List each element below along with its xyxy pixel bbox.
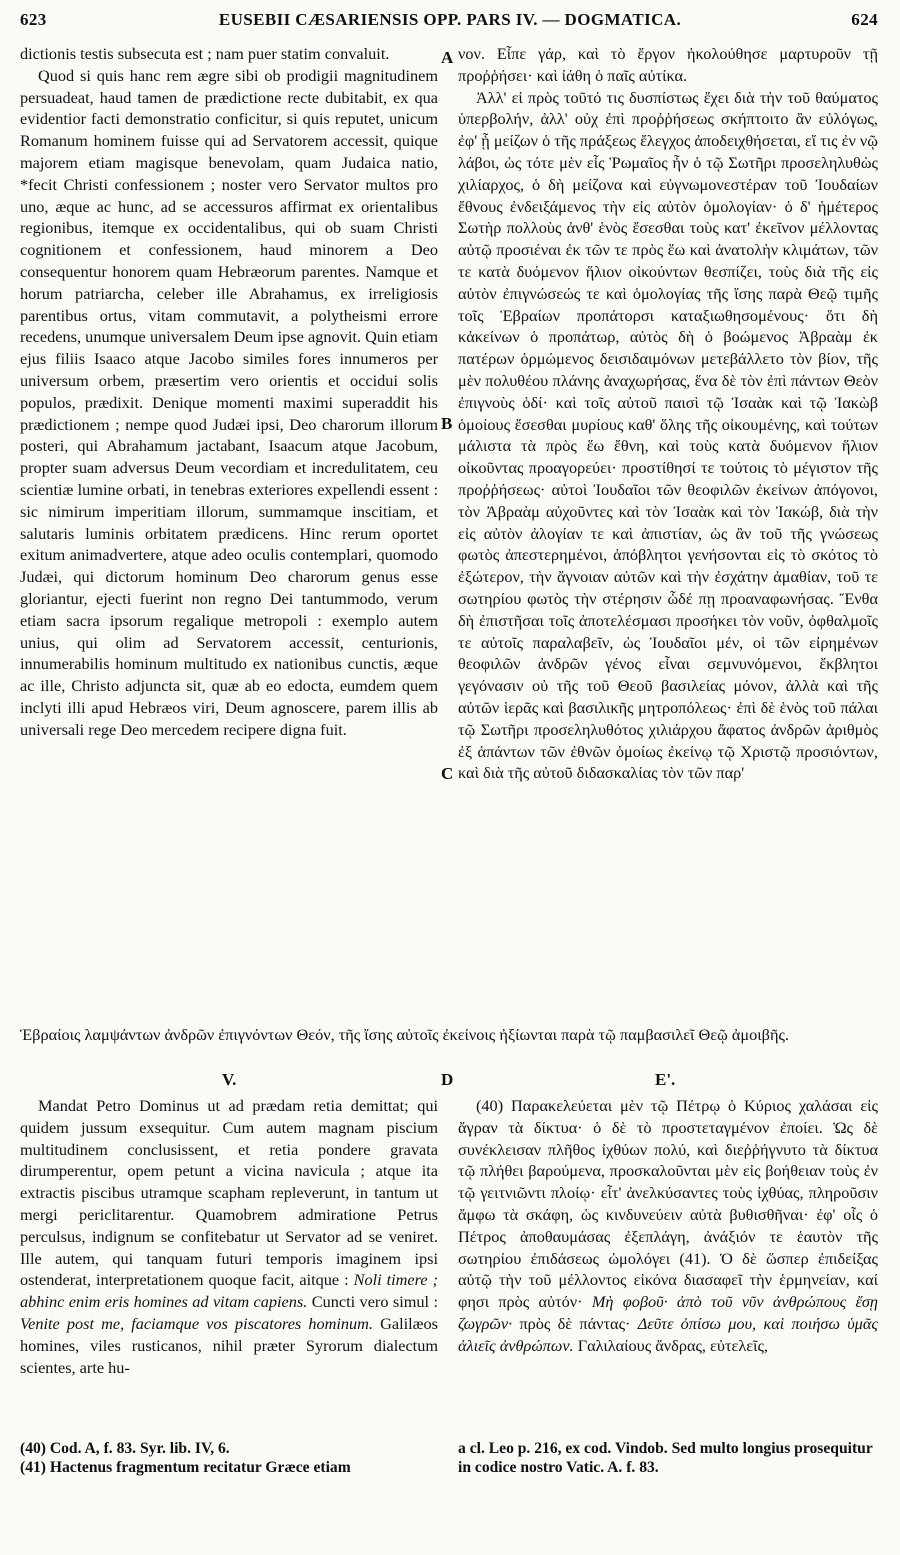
page-number-right: 624 [851,10,878,29]
latin-column-bottom [20,1095,438,1378]
greek-section-text: (40) Παρακελεύεται μὲν τῷ Πέτρῳ ὁ Κύριος χαλάσαι εἰς ἄγραν τὰ δίκτυα· ὁ δὲ τὸ προστεταγμένον ἐποίει. Ὡς δὲ συνέκλεισαν πλῆθος ἰχθύων πολύ, καὶ διεῤῥήγνυτο τὰ δίκτυα τῷ πλήθει βαρούμενα, προσκαλοῦνται μὲν εἰς βοήθειαν τοὺς ἐν τῷ γειτνιῶντι πλοίῳ· εἶτ' ἀνελκύσαντες τοὺς ἰχθύας, πληροῦσιν ἄμφω τὰ σκάφη, ὡς κινδυνεύειν αὐτὰ βυθισθῆναι· ἐφ' οἷς ὁ Πέτρος ἀποθαυμάσας ἐξεπλάγη, ἀνάξιόν τε ἑαυτὸν τῆς σωτηρίου ἐπιδάσεως ὡμολόγει (41). Ὁ δὲ ὥσπερ ἐπιδείξας αὐτῷ τὴν τοῦ μέλλοντος εἰκόνα διασαφεῖ τὴν ἑρμηνείαν, καί φησι πρὸς αὐτόν· Μὴ φοβοῦ· ἀπὸ τοῦ νῦν ἀνθρώπους ἔσῃ ζωγρῶν· πρὸς δὲ πάντας· Δεῦτε ὀπίσω μου, καὶ ποιήσω ὑμᾶς ἁλιεῖς ἀνθρώπων. Γαλιλαίους ἄνδρας, εὐτελεῖς, [458,1096,878,1355]
margin-marker-a: A [441,48,454,67]
latin-quote-1: Noli timere ; abhinc enim eris homines ad vitam capiens. [20,1270,439,1312]
running-header [0,0,900,38]
footnotes-left [20,1439,438,1477]
running-title: EUSEBII CÆSARIENSIS OPP. PARS IV. — DOGMATICA. [218,10,682,29]
margin-marker-c: C [441,764,454,783]
footnotes-right [458,1439,878,1477]
latin-para-2: Quod si quis hanc rem ægre sibi ob prodigii magnitudinem persuadeat, haud tamen de prædictione recte dubitabit, ex qua evidentior facti demonstratio conficitur, si quis reputet, unicum Romanum hominem fuisse qui ad Servatorem accessit, quique majorem etiam magisque benevolam, quam Judaica natio, *fecit Christi confessionem ; noster vero Servator multos pro uno, æque ac hunc, ad se accessuros affirmat ex orientalibus regionibus, itemque ex occidentalibus, qui ob suam Christi cognitionem et confessionem, haud minorem a Deo consequentur honorem quam Hebræorum parentes. Namque et horum patriarcha, celeber ille Abrahamus, ex irreligiosis parentibus ortus, vitam commutavit, a polytheismi errore recedens, unumque universalem Deum ipse agnovit. Quin etiam ejus filiis Isaaco atque Jacobo similes fores innumeros per universum orbem, præsertim vero orientis et occidui solis populos, prædixit. Denique momenti maximi superaddit his prædictionem ; nempe quod Judæi ipsi, Deo charorum illorum posteri, qui Abrahamum jactabant, Isaacum atque Jacobum, propter suam adversus Deum vecordiam et incredulitatem, ceu scientiæ lumine orbati, in tenebras exteriores expellendi essent : sic nimirum imperitiam illorum, summamque inscitiam, et salutaris luminis orbitatem prædicens. Hinc rerum oportet exitum animadvertere, atque adeo oculis contemplari, quomodo Judæi, qui dictorum hominum Deo charorum genus esse gloriantur, ejecti fuerint non regno Dei tantummodo, verum etiam sacra ipsorum regalique metropoli : exemplo autem unius, qui olim ad Servatorem accessit, centurionis, innumerabilis hominum multitudo ex nationibus cunctis, æque ac ille, Christo adjuncta sit, quæ ab eo edocta, eumdem quem inclyti illi apud Hebræos viri, Deum agnoscere, parem illis ab universali rege Deo mercedem recipere digna fuit. [20,65,438,739]
greek-para-1: νον. Εἶπε γάρ, καὶ τὸ ἔργον ἠκολούθησε μαρτυροῦν τῇ προῤῥήσει· καὶ ἰάθη ὁ παῖς αὐτίκα. [458,44,878,85]
footnote-41-continued: a cl. Leo p. 216, ex cod. Vindob. Sed multo longius prosequitur in codice nostro Vatic. A. f. 83. [458,1440,873,1476]
greek-quote-1: Μὴ φοβοῦ· ἀπὸ τοῦ νῦν ἀνθρώπους ἔσῃ ζωγρῶν· [458,1292,878,1333]
latin-column-top [20,43,438,741]
margin-marker-b: B [441,414,453,433]
latin-section-text: Mandat Petro Dominus ut ad prædam retia demittat; qui quidem jussum exsequitur. Cum autem magnam piscium multitudinem conclusissent, et retia pondere gravata dirumperentur, opem petunt a vicina navicula ; atque ita extractis piscibus utramque scapham repleverunt, in tantum ut mergi periclitarentur. Quamobrem admiratione Petrus perculsus, indignum se confitebatur ut Servator ad se veniret. Ille autem, qui tanquam futuri temporis imaginem ipsi ostenderat, interpretationem quoque facit, aitque : Noli timere ; abhinc enim eris homines ad vitam capiens. Cuncti vero simul : Venite post me, faciamque vos piscatores hominum. Galilæos homines, viles rusticanos, nihil præter Syrorum dialectum scientes, arte hu- [20,1096,439,1377]
footnote-40: (40) Cod. A, f. 83. Syr. lib. IV, 6. [20,1440,230,1457]
margin-marker-d: D [441,1070,454,1089]
greek-column-bottom [458,1095,878,1357]
footnote-41: (41) Hactenus fragmentum recitatur Græce etiam [20,1459,351,1476]
greek-column-top [458,43,878,784]
latin-para-1: dictionis testis subsecuta est ; nam puer statim convaluit. [20,44,390,63]
greek-full-width-line: Ἑβραίοις λαμψάντων ἀνδρῶν ἐπιγνόντων Θεόν, τῆς ἴσης αὐτοῖς ἐκείνοις ἠξίωνται παρὰ τῷ παμβασιλεῖ Θεῷ ἀμοιβῆς. [20,1025,789,1044]
greek-quote-2: Δεῦτε ὀπίσω μου, καὶ ποιήσω ὑμᾶς ἁλιεῖς ἀνθρώπων. [458,1313,878,1355]
page-number-left: 623 [20,10,47,29]
latin-quote-2: Venite post me, faciamque vos piscatores hominum. [20,1313,374,1333]
greek-para-2: Ἀλλ' εἰ πρὸς τοῦτό τις δυσπίστως ἔχει διὰ τὴν τοῦ θαύματος ὑπερβολήν, ἀλλ' οὐχ ἐπὶ προῤῥήσεως σκήπτοιτο ἂν εὐλόγως, ἐφ' ᾗ μείζων ὁ τῆς πράξεως ἔλεγχος ἀποδειχθήσεται, εἴ τις ἐν νῷ λάβοι, ὡς τότε μὲν εἷς Ῥωμαῖος ἦν ὁ τῷ Σωτῆρι προσεληλυθὼς χιλίαρχος, ὁ δὴ μείζονα καὶ εὐγνωμονεστέραν τοῦ Ἰουδαίων ἔθνους ἐνδειξάμενος τὴν εἰς αὐτὸν ὁμολογίαν· ὁ δ' ἡμέτερος Σωτὴρ πολλοὺς ἀνθ' ἑνὸς ἔσεσθαι τοὺς κατ' ἐκεῖνον μέλλοντας αὐτῷ προσιέναι ἐκ τῶν τε πρὸς ἕω καὶ ἀνατολὴν κλιμάτων, τῶν τε κατὰ δυόμενον ἥλιον οἰκούντων θεσπίζει, τοὺς διὰ τῆς εἰς αὐτὸν ἐπιγνώσεώς τε καὶ ὁμολογίας τῆς ἴσης παρὰ Θεῷ τιμῆς τοῖς Ἑβραίων προπάτορσι καταξιωθησομένους· ὅτι δὴ κἀκείνων ὁ προπάτωρ, αὐτὸς δὴ ὁ βοώμενος Ἀβραὰμ ἐκ πατέρων ὁρμώμενος δεισιδαιμόνων μετεβάλλετο τὸν βίον, τῆς μὲν πολυθέου πλάνης ἀναχωρήσας, ἕνα δὲ τὸν ἐπὶ πάντων Θεὸν ἐπιγνοὺς ὁδί· καὶ τοῖς αὐτοῦ παισὶ τῷ Ἰσαὰκ καὶ τῷ Ἰακὼβ ὁμοίους ἔσεσθαι μυρίους καθ' ὅλης τῆς οἰκουμένης, καὶ τούτων μάλιστα τὰ πρὸς ἕω ἔθνη, καὶ τοὺς κατὰ δυόμενον ἥλιον οἰκοῦντας προαγορεύει· προστίθησί τε τούτοις τὸ μέγιστον τῆς προῤῥήσεως· αὐτοὶ Ἰουδαῖοι τῶν θεοφιλῶν ἐκείνων ἀπόγονοι, τὸν Ἀβραὰμ αὐχοῦντες καὶ τὸν Ἰσαὰκ καὶ τὸν Ἰακώβ, διὰ τὴν εἰς αὐτὸν ἀλογίαν τε καὶ ἀπιστίαν, ὡς ἂν τοῦ τῆς γνώσεως φωτὸς ἀπεστερημένοι, ἀπόβλητοι γενήσονται εἰς τὸ σκότος τὸ ἐξώτερον, τὴν ἄγνοιαν αὐτῶν καὶ τὴν ἐσχάτην ἀμαθίαν, τοῦ τε σωτηρίου φωτὸς τὴν στέρησιν ὧδέ πῃ προαναφωνήσας. Ἔνθα δὴ ἐπιστῆσαι τοῖς ἀποτελέσμασι προσήκει τὸν νοῦν, ὀφθαλμοῖς τε αὐτοῖς παραλαβεῖν, ὡς Ἰουδαῖοι μέν, οἱ τῶν εἰρημένων θεοφιλῶν ἀνδρῶν γένος εἶναι σεμνυνόμενοι, ἔκβλητοι γεγόνασιν οὐ τῆς τοῦ Θεοῦ βασιλείας μόνον, ἀλλὰ καὶ τῆς αὐτῶν ἱερᾶς καὶ βασιλικῆς μητροπόλεως· ἐπὶ δὲ ἑνὸς τοῦ πάλαι τῷ Σωτῆρι προσεληλυθότος χιλιάρχου ἄφατος ἀνδρῶν ἀριθμὸς ἐξ ἁπάντων τῶν ἐθνῶν ὁμοίως ἐκείνῳ τῷ Χριστῷ προσιόντων, καὶ διὰ τῆς αὐτοῦ διδασκαλίας τὸν τῶν παρ' [458,87,878,783]
section-heading-greek: Ε'. [655,1070,676,1089]
section-heading-latin: V. [222,1070,237,1089]
